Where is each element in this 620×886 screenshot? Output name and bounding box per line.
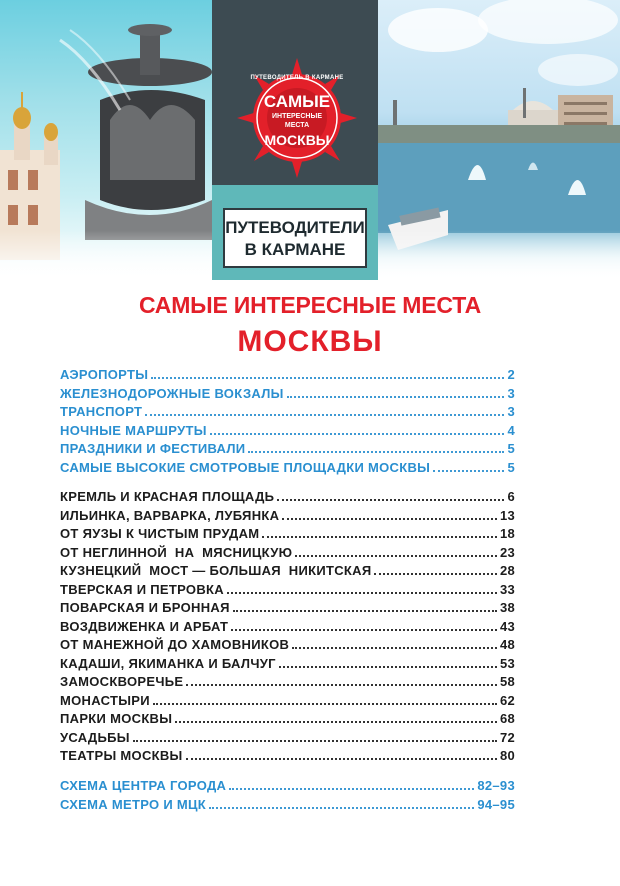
dot-leader bbox=[282, 509, 497, 520]
dot-leader bbox=[248, 442, 504, 453]
toc-item-page: 43 bbox=[499, 618, 515, 634]
dot-leader bbox=[133, 731, 497, 742]
dot-leader bbox=[151, 368, 504, 379]
badge-line-3: МЕСТА bbox=[284, 122, 310, 129]
toc-item-title: ВОЗДВИЖЕНКА И АРБАТ bbox=[60, 618, 229, 634]
toc-item[interactable] bbox=[60, 711, 515, 730]
dot-leader bbox=[186, 749, 497, 760]
toc-item-title: ТЕАТРЫ МОСКВЫ bbox=[60, 748, 183, 763]
toc-item[interactable] bbox=[60, 489, 515, 508]
toc-item-title: КУЗНЕЦКИЙ МОСТ — БОЛЬШАЯ НИКИТСКАЯ bbox=[60, 563, 372, 578]
toc-item-title: ОТ НЕГЛИННОЙ НА МЯСНИЦКУЮ bbox=[60, 544, 293, 560]
toc-item-page: 80 bbox=[499, 748, 515, 763]
toc-item-title: МОНАСТЫРИ bbox=[60, 692, 150, 708]
toc-item-title: ТВЕРСКАЯ И ПЕТРОВКА bbox=[60, 581, 224, 597]
dot-leader bbox=[210, 424, 505, 435]
dot-leader bbox=[229, 779, 474, 790]
badge-line-4: МОСКВЫ bbox=[264, 132, 330, 148]
toc-main-list bbox=[60, 489, 515, 767]
toc-item[interactable] bbox=[60, 460, 515, 479]
toc-item[interactable] bbox=[60, 778, 515, 797]
toc-item-title: ПОВАРСКАЯ И БРОННАЯ bbox=[60, 600, 230, 615]
page-title-line-1: САМЫЕ ИНТЕРЕСНЫЕ МЕСТА bbox=[138, 292, 482, 318]
toc-item-page: 48 bbox=[499, 637, 515, 652]
dot-leader bbox=[153, 694, 497, 705]
toc-item[interactable] bbox=[60, 637, 515, 656]
dot-leader bbox=[231, 620, 497, 631]
toc-item-title: НОЧНЫЕ МАРШРУТЫ bbox=[60, 422, 207, 438]
series-title-line-2: В КАРМАНЕ bbox=[244, 240, 346, 259]
dot-leader bbox=[186, 675, 497, 686]
dot-leader bbox=[262, 527, 497, 538]
toc-item[interactable] bbox=[60, 674, 515, 693]
dot-leader bbox=[433, 461, 504, 472]
dot-leader bbox=[145, 405, 504, 416]
toc-item-title: ТРАНСПОРТ bbox=[60, 404, 143, 419]
toc-item-title: УСАДЬБЫ bbox=[60, 729, 130, 745]
series-title-line-1: ПУТЕВОДИТЕЛИ bbox=[225, 218, 365, 237]
toc-item-page: 23 bbox=[499, 544, 515, 560]
toc-item-page: 94–95 bbox=[477, 796, 515, 812]
toc-item-title: ЖЕЛЕЗНОДОРОЖНЫЕ ВОКЗАЛЫ bbox=[60, 385, 284, 401]
toc-item[interactable] bbox=[60, 730, 515, 749]
toc-item[interactable] bbox=[60, 386, 515, 405]
dot-leader bbox=[295, 546, 497, 557]
page-title-line-2: МОСКВЫ bbox=[237, 325, 383, 358]
toc-item-page: 5 bbox=[507, 441, 515, 456]
toc-item-page: 4 bbox=[507, 422, 515, 438]
toc-item[interactable] bbox=[60, 582, 515, 601]
toc-item-page: 5 bbox=[507, 459, 515, 475]
toc-item-title: ИЛЬИНКА, ВАРВАРКА, ЛУБЯНКА bbox=[60, 507, 280, 523]
toc-item-title: СХЕМА ЦЕНТРА ГОРОДА bbox=[60, 778, 227, 793]
toc-item-title: АЭРОПОРТЫ bbox=[60, 367, 149, 382]
series-badge bbox=[237, 58, 357, 178]
toc-item-title: ЗАМОСКВОРЕЧЬЕ bbox=[60, 674, 184, 689]
toc-item[interactable] bbox=[60, 441, 515, 460]
toc-item-page: 3 bbox=[507, 385, 515, 401]
toc-item-title: САМЫЕ ВЫСОКИЕ СМОТРОВЫЕ ПЛОЩАДКИ МОСКВЫ bbox=[60, 459, 431, 475]
toc-item[interactable] bbox=[60, 693, 515, 712]
toc-item[interactable] bbox=[60, 367, 515, 386]
dot-leader bbox=[279, 657, 497, 668]
river-photo bbox=[378, 0, 620, 280]
toc-item-page: 38 bbox=[499, 600, 515, 615]
dot-leader bbox=[175, 712, 497, 723]
toc-item-title: ПАРКИ МОСКВЫ bbox=[60, 711, 173, 726]
toc-item[interactable] bbox=[60, 619, 515, 638]
toc-item-page: 68 bbox=[499, 711, 515, 726]
dot-leader bbox=[227, 583, 497, 594]
toc-item-page: 58 bbox=[499, 674, 515, 689]
series-title-box bbox=[223, 208, 367, 268]
toc-item[interactable] bbox=[60, 404, 515, 423]
toc-item-page: 28 bbox=[499, 563, 515, 578]
toc-item-page: 3 bbox=[507, 404, 515, 419]
cover-photo-band bbox=[0, 0, 620, 280]
badge-line-2: ИНТЕРЕСНЫЕ bbox=[271, 113, 322, 120]
dot-leader bbox=[209, 798, 474, 809]
toc-item[interactable] bbox=[60, 656, 515, 675]
dot-leader bbox=[233, 601, 497, 612]
toc-item-title: ОТ ЯУЗЫ К ЧИСТЫМ ПРУДАМ bbox=[60, 526, 260, 541]
toc-item[interactable] bbox=[60, 563, 515, 582]
toc-item-page: 62 bbox=[499, 692, 515, 708]
toc-item-page: 13 bbox=[499, 507, 515, 523]
dot-leader bbox=[292, 638, 497, 649]
toc-item-page: 72 bbox=[499, 729, 515, 745]
toc-item[interactable] bbox=[60, 600, 515, 619]
toc-item-page: 33 bbox=[499, 581, 515, 597]
toc-item[interactable] bbox=[60, 508, 515, 527]
toc-item[interactable] bbox=[60, 423, 515, 442]
toc-maps-list bbox=[60, 778, 515, 815]
toc-item[interactable] bbox=[60, 526, 515, 545]
toc-item-page: 18 bbox=[499, 526, 515, 541]
toc-item-title: СХЕМА МЕТРО И МЦК bbox=[60, 796, 207, 812]
fountain-photo bbox=[0, 0, 212, 280]
badge-top-text: ПУТЕВОДИТЕЛЬ В КАРМАНЕ bbox=[250, 75, 344, 81]
toc-item-page: 53 bbox=[499, 655, 515, 671]
toc-item-page: 82–93 bbox=[477, 778, 515, 793]
toc-item-title: КАДАШИ, ЯКИМАНКА И БАЛЧУГ bbox=[60, 655, 276, 671]
dot-leader bbox=[374, 564, 496, 575]
dot-leader bbox=[277, 490, 504, 501]
badge-line-1: САМЫЕ bbox=[263, 92, 331, 111]
toc-item[interactable] bbox=[60, 545, 515, 564]
toc-item-title: ПРАЗДНИКИ И ФЕСТИВАЛИ bbox=[60, 441, 246, 456]
toc-item-title: ОТ МАНЕЖНОЙ ДО ХАМОВНИКОВ bbox=[60, 637, 290, 652]
toc-item-page: 2 bbox=[507, 367, 515, 382]
dot-leader bbox=[287, 387, 505, 398]
toc-intro-list bbox=[60, 367, 515, 478]
toc-item-page: 6 bbox=[507, 489, 515, 504]
toc-item[interactable] bbox=[60, 748, 515, 767]
toc-item[interactable] bbox=[60, 797, 515, 816]
toc-item-title: КРЕМЛЬ И КРАСНАЯ ПЛОЩАДЬ bbox=[60, 489, 275, 504]
